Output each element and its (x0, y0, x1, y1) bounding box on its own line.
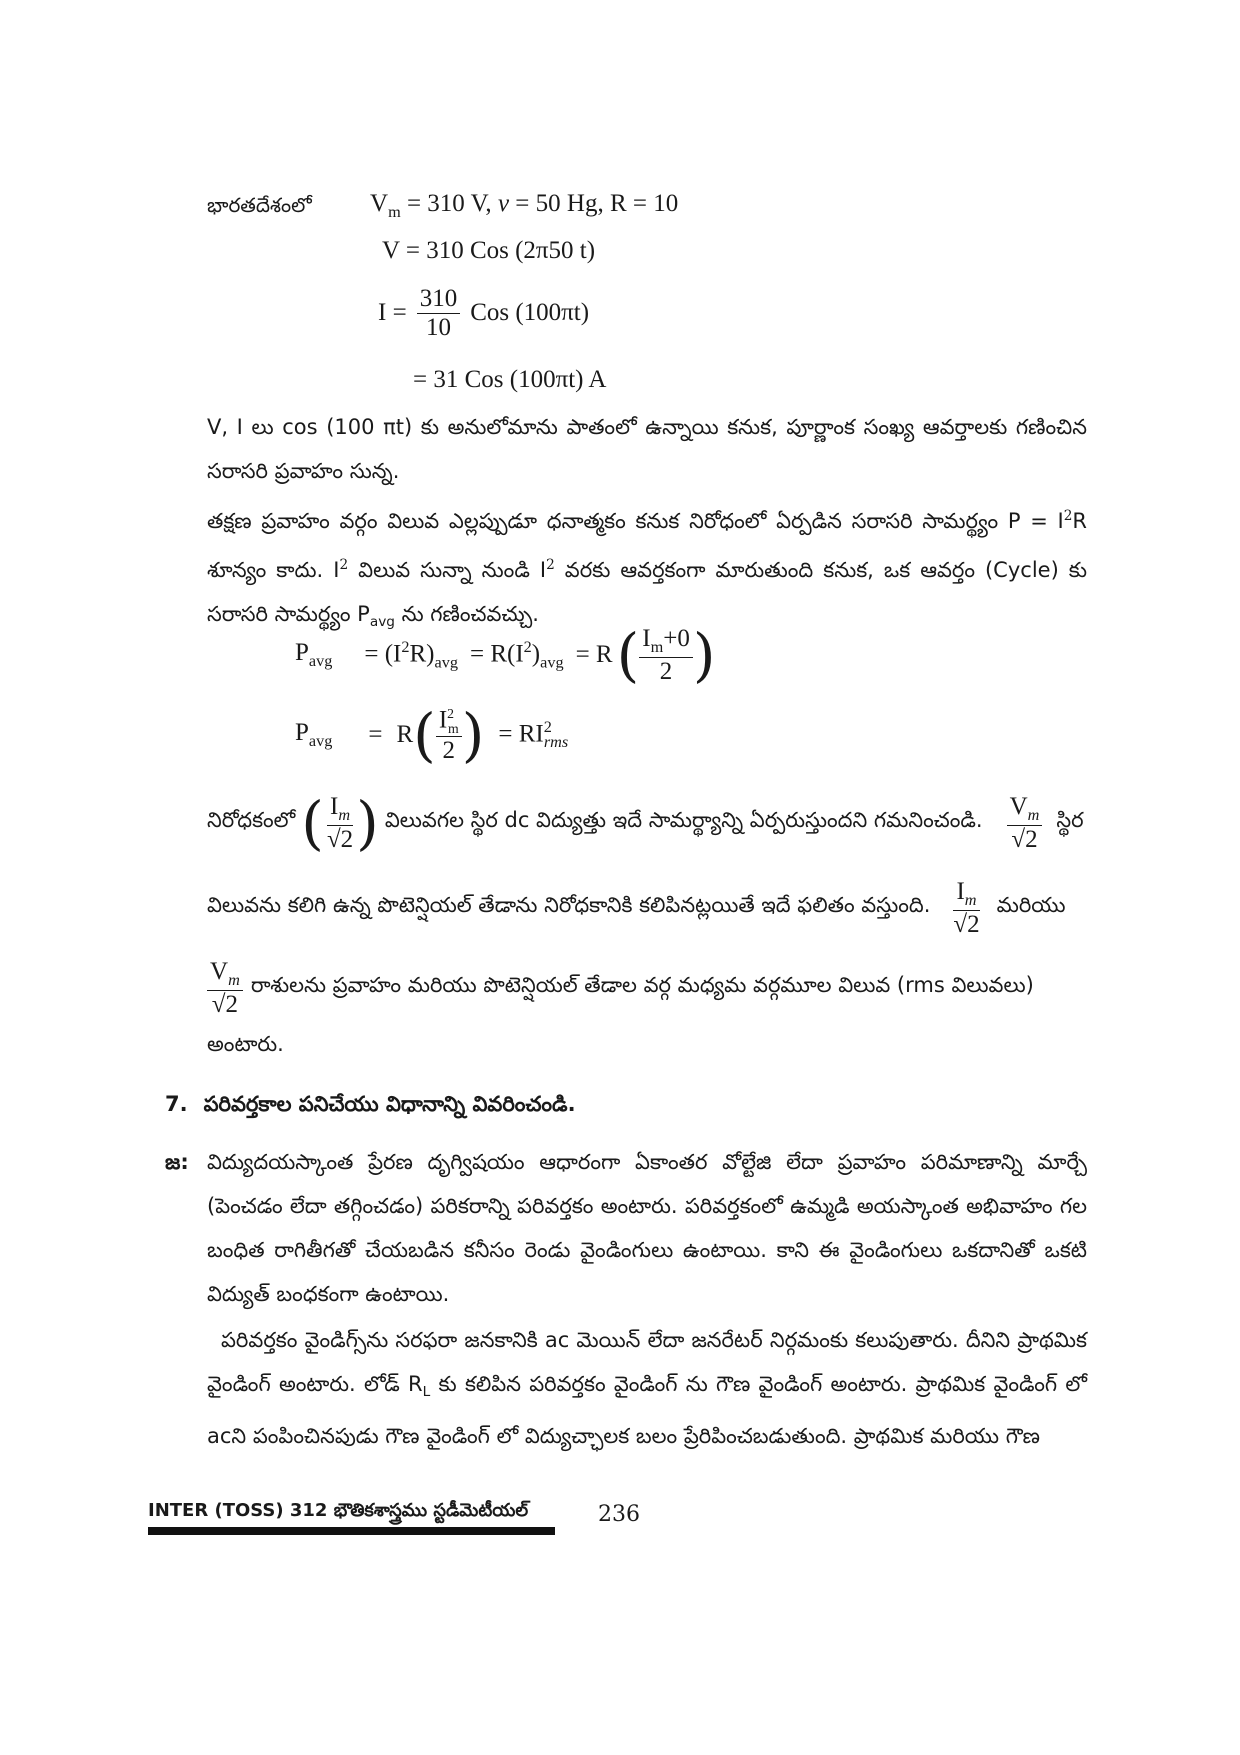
answer-paragraph-2: పరివర్తకం వైండిగ్స్‌ను సరఫరా జనకానికి ac మెయిన్ లేదా జనరేటర్ నిర్గమంకు కలుపుతారు. దీనిని ప్రాథమిక వైండింగ్ అంటారు. లోడ్ $R_L$ కు కలిపిన పరివర్తకం వైండింగ్ ను గౌణ వైండింగ్ అంటారు. ప్రాథమిక వైండింగ్ లో acని పంపించినపుడు గౌణ వైండింగ్ లో విద్యుచ్ఛాలక బలం ప్రేరిపించబడుతుంది. ప్రాథమిక మరియు గౌణ (207, 1328, 1087, 1449)
paragraph-rms-end: అంటారు. (207, 1032, 284, 1056)
vm-over-root2-fraction: $\frac{V_m}{√2}$ (1007, 793, 1043, 853)
given-line-1: $V_m = 310$ V, v = 50 Hg, R = 10 (370, 190, 679, 221)
im-over-root2-fraction: $\frac{I_m}{√2}$ (326, 792, 354, 853)
footer-rule (148, 1527, 555, 1535)
paragraph-rms-definition: $\frac{V_m}{√2}$ రాశులను ప్రవాహం మరియు పొటెన్షియల్ తేడాల వర్గ మధ్యమ వర్గమూల విలువ (rms విలువలు) (207, 953, 1087, 1023)
equation-power-average-2: $P_{avg}$ = R ( $\frac{I^2_m}{2}$ ) = $RI^2_{rms}$ (295, 700, 569, 769)
answer-label: జ: (165, 1150, 189, 1174)
footer-title: INTER (TOSS) 312 భౌతికశాస్త్రము స్టడీమెటీయల్ (148, 1500, 529, 1521)
question-number: 7. (165, 1092, 188, 1116)
vm-over-root2-fraction-2: $\frac{V_m}{√2}$ (207, 958, 243, 1018)
im-over-root2-fraction-2: $\frac{I_m}{√2}$ (953, 877, 980, 938)
equation-power-average-1: $P_{avg}$ = $(I^2R)_{avg}$ = $R(I^2)_{avg}$ = R ( $\frac{I_m+0}{2}$ ) (295, 621, 716, 689)
paragraph-rms-note: నిరోధకంలో ( $\frac{I_m}{√2}$ ) విలువగల స్థిర dc విద్యుత్తు ఇదే సామర్థ్యాన్ని ఏర్పరుస్తుందని గమనించండి. $\frac{V_m}{√2}$ స్థిర (207, 789, 1084, 857)
question-text: పరివర్తకాల పనిచేయు విధానాన్ని వివరించండి. (203, 1092, 576, 1116)
current-fraction: $\frac{310}{10}$ (417, 285, 461, 341)
answer-paragraph-1: విద్యుదయస్కాంత ప్రేరణ దృగ్విషయం ఆధారంగా ఏకాంతర వోల్టేజి లేదా ప్రవాహం పరిమాణాన్ని మార్చే (పెంచడం లేదా తగ్గించడం) పరికరాన్ని పరివర్తకం అంటారు. పరివర్తకంలో ఉమ్మడి అయస్కాంత అభివాహం గల బంధిత రాగితీగతో చేయబడిన కనీసం రెండు వైండింగులు ఉంటాయి. కాని ఈ వైండింగులు ఒకదానితో ఒకటి విద్యుత్ బంధకంగా ఉంటాయి. (207, 1150, 1087, 1306)
page-number: 236 (598, 1502, 640, 1527)
given-line-4: = 31 Cos (100πt) A (413, 366, 607, 393)
paragraph-potential-note: విలువను కలిగి ఉన్న పొటెన్షియల్ తేడాను నిరోధకానికి కలిపినట్లయితే ఇదే ఫలితం వస్తుంది. $\frac{I_m}{√2}$ మరియు (207, 877, 1066, 938)
question-7 (165, 1092, 576, 1122)
paragraph-average-current: V, I లు cos (100 πt) కు అనులోమాను పాతంలో ఉన్నాయి కనుక, పూర్ణాంక సంఖ్య ఆవర్తాలకు గణించిన సరాసరి ప్రవాహం సున్న. (207, 415, 1087, 483)
given-label: భారతదేశంలో (207, 193, 312, 217)
given-line-3: I = $\frac{310}{10}$ Cos (100πt) (378, 285, 590, 341)
given-line-2: V = 310 Cos (2π50 t) (382, 237, 596, 264)
paragraph-average-power: తక్షణ ప్రవాహం వర్గం విలువ ఎల్లప్పుడూ ధనాత్మకం కనుక నిరోధంలో ఏర్పడిన సరాసరి సామర్థ్యం $P = I^2R$ శూన్యం కాదు. $I^2$ విలువ సున్నా నుండి $I^2$ వరకు ఆవర్తకంగా మారుతుంది కనుక, ఒక ఆవర్తం (Cycle) కు సరాసరి సామర్థ్యం $P_{avg}$ ను గణించవచ్చు. (207, 508, 1088, 631)
